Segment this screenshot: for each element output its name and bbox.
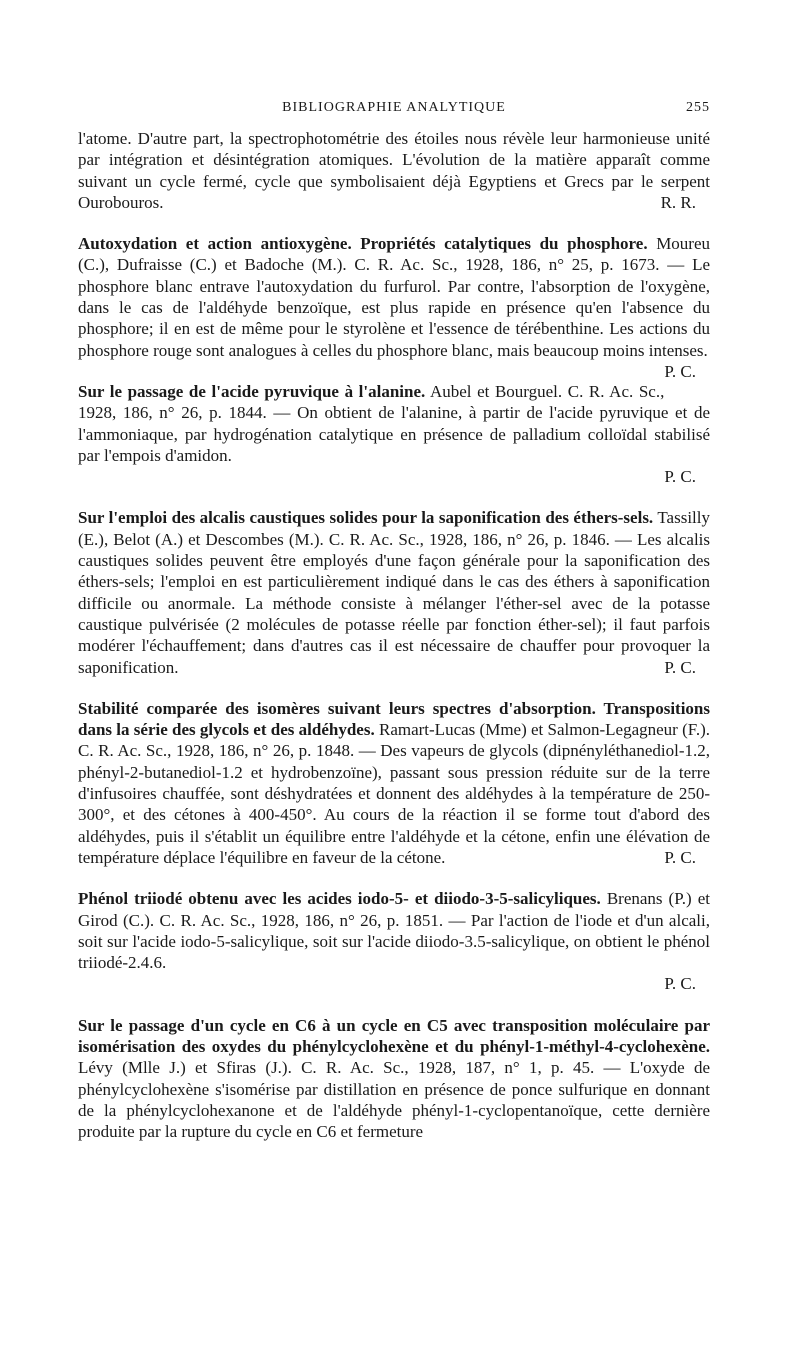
entry-body: L'oxyde de phénylcyclohexène s'isomérise par distillation en présence de ponce sulfurique en donnant de la phénylcyclohexanone et de l'aldéhyde phényl-1-cyclopentanoïque, cette dernière produite par la rupture du cycle en C6 et fermeture <box>78 1058 710 1142</box>
entry-signature: P. C. <box>664 361 696 381</box>
entry-citation: Aubel et Bourguel. C. R. Ac. Sc., 1928, 186, n° 26, p. 1844. — <box>78 381 665 423</box>
entry-title: Autoxydation et action antioxygène. Propriétés catalytiques du phosphore. <box>78 234 648 254</box>
entry-title: Sur le passage d'un cycle en C6 à un cycle en C5 avec transposition moléculaire par isomérisation des oxydes du phénylcyclohexène et du phényl-1-méthyl-4-cyclohexène. <box>78 1015 710 1056</box>
entry-citation: Tassilly (E.), Belot (A.) et Descombes (M.). C. R. Ac. Sc., 1928, 186, n° 26, p. 1846. — <box>78 508 710 549</box>
header-title: BIBLIOGRAPHIE ANALYTIQUE <box>282 100 506 115</box>
intro-text: l'atome. D'autre part, la spectrophotométrie des étoiles nous révèle leur harmonieuse unité par intégration et désintégration atomiques. L'évolution de la matière apparaît comme suivant un cycle fermé, cycle que symbolisaient déjà Egyptiens et Grecs par le serpent Ourobouros. <box>78 129 710 212</box>
intro-paragraph <box>78 128 710 213</box>
entry-citation: Brenans (P.) et Girod (C.). C. R. Ac. Sc., 1928, 186, n° 26, p. 1851. — <box>78 889 710 930</box>
entry-signature: P. C. <box>664 847 696 867</box>
entry-citation: Moureu (C.), Dufraisse (C.) et Badoche (M.). C. R. Ac. Sc., 1928, 186, n° 25, p. 1673. — <box>78 234 711 275</box>
page <box>78 100 710 1142</box>
entry-body: On obtient de l'alanine, à partir de l'acide pyruvique et de l'ammoniaque, par hydrogénation catalytique en présence de palladium colloïdal stabilisé par l'empois d'amidon. <box>78 403 711 465</box>
entry-title: Sur l'emploi des alcalis caustiques solides pour la saponification des éthers-sels. <box>78 508 654 528</box>
entry-title: Phénol triiodé obtenu avec les acides iodo-5- et diiodo-3-5-salicyliques. <box>78 889 601 909</box>
running-header <box>78 100 710 126</box>
abstract-entry <box>78 233 711 381</box>
entry-signature: P. C. <box>664 657 696 677</box>
page-number: 255 <box>686 100 710 115</box>
entry-citation: Lévy (Mlle J.) et Sfiras (J.). C. R. Ac. Sc., 1928, 187, n° 1, p. 45. — <box>78 1058 621 1078</box>
entry-body: Des vapeurs de glycols (dipnényléthanediol-1.2, phényl-2-butanediol-1.2 et hydrobenzoïne), passant sous pression réduite sur de la terre d'infusoires chauffée, sont déshydratées et donnent des aldéhydes à la température de 250-300°, et des cétones à 400-450°. Au cours de la réaction il se forme tout d'abord des aldéhydes, puis il s'établit un équilibre entre l'aldéhyde et la cétone, enfin une élévation de température déplace l'équilibre en faveur de la cétone. <box>78 741 711 867</box>
entry-body: Le phosphore blanc entrave l'autoxydation du furfurol. Par contre, l'absorption de l'oxygène, dans le cas de l'aldéhyde benzoïque, est plus rapide en présence qu'en l'absence du phosphore; il en est de même pour le styrolène et l'essence de térébenthine. Les actions du phosphore rouge sont analogues à celles du phosphore blanc, mais beaucoup moins intenses. <box>78 255 711 360</box>
entry-body: Les alcalis caustiques solides peuvent être employés d'une façon générale pour la saponification des éthers-sels; l'emploi en est particulièrement indiqué dans le cas des éthers à saponification difficile ou anormale. La méthode consiste à mélanger l'éther-sel avec de la potasse caustique pulvérisée (2 molécules de potasse réelle par fonction éther-sel); il faut parfois modérer l'échauffement; dans d'autres cas il est nécessaire de chauffer pour provoquer la saponification. <box>78 529 711 677</box>
abstract-entry <box>78 381 710 487</box>
entry-citation: Ramart-Lucas (Mme) et Salmon-Legagneur (F.). C. R. Ac. Sc., 1928, 186, n° 26, p. 1848. — <box>78 720 711 761</box>
abstract-entry <box>78 698 710 868</box>
entry-title: Sur le passage de l'acide pyruvique à l'alanine. <box>78 381 426 401</box>
entry-title: Stabilité comparée des isomères suivant leurs spectres d'absorption. Transpositions dans la série des glycols et des aldéhydes. <box>78 698 710 740</box>
abstract-entry <box>78 888 710 994</box>
entry-body: Par l'action de l'iode et d'un alcali, soit sur l'acide iodo-5-salicylique, soit sur l'acide diiodo-3.5-salicylique, on obtient le phénol triiodé-2.4.6. <box>78 910 710 973</box>
abstract-entry <box>78 507 710 677</box>
abstract-entry <box>78 1015 710 1143</box>
entry-signature: P. C. <box>664 467 696 487</box>
intro-signature: R. R. <box>660 192 696 212</box>
entry-signature: P. C. <box>664 974 696 994</box>
